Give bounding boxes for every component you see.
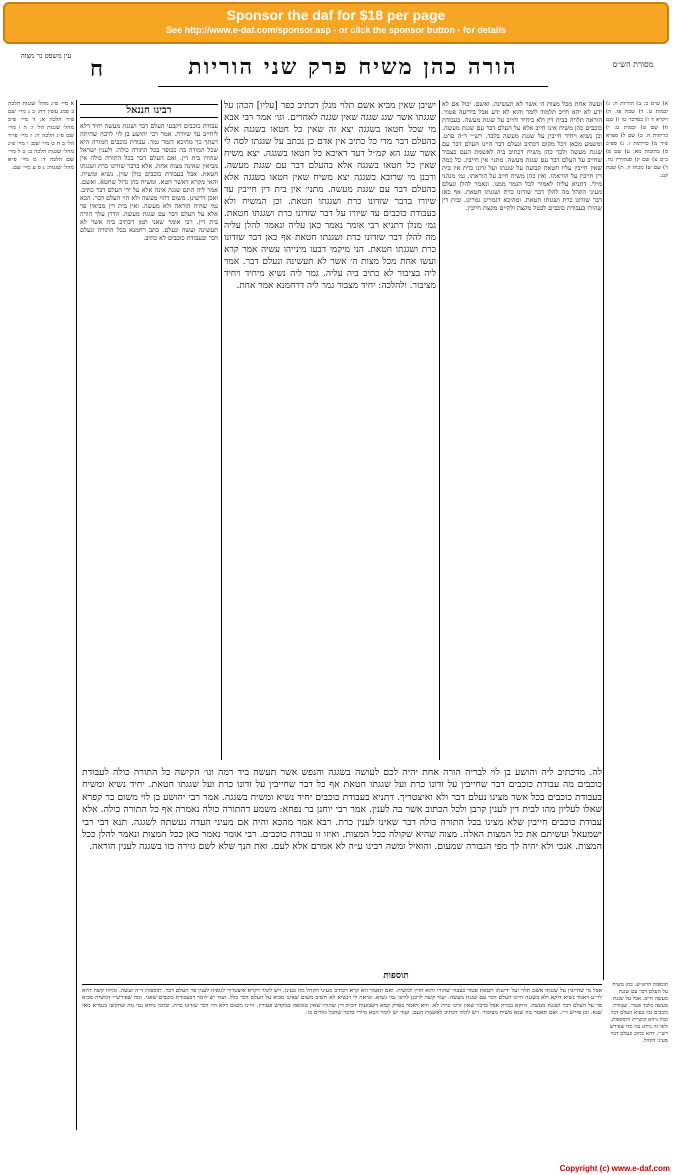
sponsor-banner[interactable] [3,2,669,44]
gemara-lower-block: לה. מדכתיב ליה והושע בן לוי לבריה הורה אחת יהיה לכם לעושה בשגגה והנפש אשר תעשה ביד רמה וגו׳ הקישה כל התורה כולה לעבודת כוכבים מה עבודת כוכבים דבר שחייבין על זדונו כרת ועל שגגתו חטאת אף כל דבר שחייבין על זדונו כרת ועל שגגתו חטאת. יחיד נשיא ומשיח בעבודת כוכבים בכל אשר מצינו נעלם דבר ולא ואיצטריך. דתניא בעבודת כוכבים יחיד נשיא ומשיח בשגגה. אמר רבי יהושע בן לוי משום בר קפרא שאלו לעליון מהו לבית דין לענין קרבן ולכל הכתוב אשר בה לענין. אמר רבי יוחנן בר נפחא: משמע דהתורה כולה נאמרה אף כל התורה כולה. אלא עבודת כוכבים חייבין שלא מצינו בכל התורה כולה דבר שאינו לענין כרת. רבא אמר מהכא והיה אם מעיני העדה נעשתה לשגגה. תנא דבי רבי ישמעאל ועשיתם את כל המצות האלה. מצוה שהיא שקולה ככל המצות. ואיזו זו עבודת כוכבים. רבי אומר נאמר כאן ככל המצות ונאמר להלן ככל המצות. אנכי ולא יהיה לך מפי הגבורה שמעום. והואיל ומשה רבינו ע״ה לא אמרם אלא לעם. ואת הנך שלא לשם גזירה כזו בשגגה לענין הוראה. [82,767,602,853]
gemara-upper-column: ישיבן שאין מביא אשם תלוי מנלן דכתיב כפר [עליו] הכהן על שגגתו אשר שגג שגגה שאין שגגה לאחרים. וגו׳ אמר רבי אבא מי שכל חטאו בשגגה יצא זה שאין כל חטאו בשגגה אלא בהעלם דבר מדי כל כתיב אין אדם כן נכתב על שגגתו לסה לי אשר שגג הא קמ״ל דעד דאיכא כל חטאו בשגגה. יצא משיח שאין כל חטאו בשגגה אלא בהעלם דבר עם שגגת מעשה. ורבנן מי שרובא בשגגה יצא משיח שאין חטאו בשגגה אלא בהעלם דבר עם שגגת מעשה. מתני׳ אין בית דין חייבין עד שיורו בדבר שזדונו כרת ושגגתו חטאת. וכן המשיח ולא בעבודת כוכבים עד שיורו על דבר שזדונו כרת ושגגתו חטאת. גמ׳ מנלן דתניא רבי אומר נאמר כאן עליה ונאמר להלן עליה מה להלן דבר שזדונו כרת ושגגתו חטאת אף כאן דבר שזדונו כרת ושגגתו חטאת. הני מיקמי דבעו מינייהו עשיה אמר קרא ועשו אחת מכל מצות ה׳ אשר לא תעשינה ונעלם דבר. אמר ליה בציבור לא כתיב ביה עליה. גמר ליה נשיא מיחיד ויחיד מציבור. ולהלכה: יחיד מצבור גמר ליה דרחמנא אמר אחת. [224,101,436,291]
column-divider [603,100,604,980]
tosafot-harosh-block: תוספות הרא״ש. כהן משיח על העלם דבר עם שגגת מעשה חייב. אבל על שגגת מעשה בלבד פטור. ועבודת כוכבים נמי בעיא העלם דבר. ובזה ניחא קושיית התוספות. ולפי זה ניחא נמי מה שפירש רש״י. דהא כתיב ונעלם דבר מעיני הקהל. [608,982,668,1044]
rashi-column: ועשה אחת מכל מצות ה׳ אשר לא תעשינה. ואשם. יכול אם לא ידע לא יהא חייב תלמוד לומר והוא לא ידע אבל בידיעה פטור. הוראה תלויה בבית דין ולא ביחיד וחייב על שגגת מעשה. בעבודת כוכבים כהן משיח אינו חייב אלא על העלם דבר עם שגגת מעשה. וכן נשיא ויחיד חייבין על שגגת מעשה בלבד. רש״י ד״ה פרט. ומשמע מכאן דכל מקום דכתיב ונעלם דבר היינו העלם דבר עם שגגת מעשה ולכך כהן משיח דכתיב ביה לאשמת העם כצבור שחייב על העלם דבר עם שגגת מעשה. מתני׳ אין חייבין. כל כמה שאין חייבין עליו חטאת קבועה על שגגתו ועל זדונו כרת אין בית דין חייבין על הוראתו. ואין כהן משיח חייב על הוראתו. גמ׳ מנהני מילי. דתניא עליה לאמור לכל הגמר ממנו. ונאמר להלן ונעלם מעיני הקהל מה להלן דבר שזדונו כרת ושגגתו חטאת. אף כאן דבר שזדונו כרת ושגגתו חטאת. ומהיכא דגמרינן גמרינן. ובית דין שהורו בעבודת כוכבים לבטל מקצת ולקיים מקצת חייבין. [442,100,602,212]
page-header [8,52,668,100]
column-divider [221,100,222,760]
masoret-hashas-label: מסורת הש״ס [612,60,654,69]
sponsor-banner-title[interactable]: Sponsor the daf for $18 per page [226,7,446,23]
talmud-page [8,52,668,1162]
tosafot-bottom-block: אבל מי שחייבין על שגגתו אשם תלוי ועל ידיעתו חטאת פטור בצבור שהורו והוא הדין למשיח. ואם תאמר הא קרא דכתיב מעיני הקהל מה בעינן. ויש לומר דקרא איצטריך לגופיה לענין פר העלם דבר. תוספות ד״ה ועשה. ומיהו קשה דהא לר״ע דאמר נשיא דוקא ולא בשגגה היינו העלם דבר עם שגגת מעשה. ועוד קשה לרבנן ליתני נמי נשיא. ונראה לי דנשיא לא חשיב משום שאינו מביא על העלם דבר כלל. ועוד יש לומר דבעבודת כוכבים שאני. ומה שפירש״י דמשיח מביא פר על העלם דבר ושגגת מעשה. ודוקא בכרת אבל בדבר שאין זדונו כרת לא. והא דאמר בפרק קמא דשבועות דבית דין שהורו שאין טומאה במקדש פטורין. היינו משום דלא הוי דבר שזדונו כרת. ובהכי ניחא נמי מה שהקשו בגמרא מאי שנא. וכן פירש ר״י. ואם תאמר מה שנא משיח מציבור. ויש לומר דכתיב לאשמת העם. ועוד יש לומר הכא מיירי בדבר שהכל מודים בו. [82,984,602,1158]
ein-mishpat-label: עין משפט נר מצוה [20,52,72,60]
column-divider [76,100,77,1130]
rabbenu-chananel-text: עבודת כוכבים דקבעי העלם דבר ושגגת מעשה יחיד דלא ליחייב עד שיורה. אמר רבי יהושע בן לוי לרבה שהיתה דעתך כך מהיכא דגמר גמר. עבודת כוכבים חמורה היא שכל המודה בה ככופר בכל התורה כולה. ולענין ישראל שהורו בית דין. ואם העלם דבר בכל התורה כולה אין מביאין שאינה מצוה אחת. אלא בדבר שזדונו כרת ושגגתו חטאת. אבל בעבודת כוכבים כולן שוין. נשיא ומשיח. והאי מקרא דאשר חטא. ומשיח כהן גדול שחטא. ואשם. אמר ליה התם שגגה אינה אלא על ידי העלם דבר כתיב. ואכן דרשינן. משום דהוי מעשה ולא הוי העלם דבר. הכא נמי שהיה הוראה ולא מעשה. ואין בית דין מביאין פר אלא על העלם דבר עם שגגת מעשה. הדרן עלך הורה בית דין. רבי אומר שאני תמן דכתיב ביה אשר לא תעשינה ועשה ונעלם. כתב רחמנא בכל התורה ונעלם דבר ובעבודת כוכבים לא כתיב. [80,122,218,242]
rabbenu-chananel-heading: רבינו חננאל [80,104,218,118]
tosafot-heading: תוספות [383,971,409,981]
sponsor-banner-subtitle[interactable]: See http://www.e-daf.com/sponsor.asp - or click the sponsor button - for details [166,25,506,35]
copyright-notice: Copyright (c) www.e-daf.com [559,1164,670,1173]
masoret-hashas-column: א) ש״ס כ: ב) הוריות ח: ג) יבמות ט. ד) שבת פז. ה) ויקרא ד ו) במדבר טו ז) שם ח) שם ט) יבמות ט: י) כריתות ח. כ) שם ל) ספרא פ״ד מ) כריתות ז. נ) ספ״ב ס) כתובות מא: ע) שם פ) כ״ט צ) שם ק) סנהדרין נח. ר) שם ש) מכות ה. ת) שבת קנג. [606,101,668,179]
page-title: הורה כהן משיח פרק שני הוריות [158,54,548,87]
ein-mishpat-column: א מיי׳ פ״ג מהל׳ שגגות הלכה ב סמג עשין רח: ב ג מיי׳ שם פ״ד הלכה א: ד מיי׳ פ״ב מהל׳ שגגות הל׳ ו: ה ו מיי׳ שם פ״ג הלכה ה: ז מיי׳ פי״ד הל׳ ב ח ט מיי׳ שם: י מיי׳ פ״ג מהל׳ שגגות הלכה ב: כ ל מיי׳ שם הלכה ד: מ מיי׳ פ״א מהל׳ שגגות: נ ס ע מיי׳ שם. [8,101,74,171]
column-divider [439,100,440,760]
daf-number: ח [90,56,104,82]
